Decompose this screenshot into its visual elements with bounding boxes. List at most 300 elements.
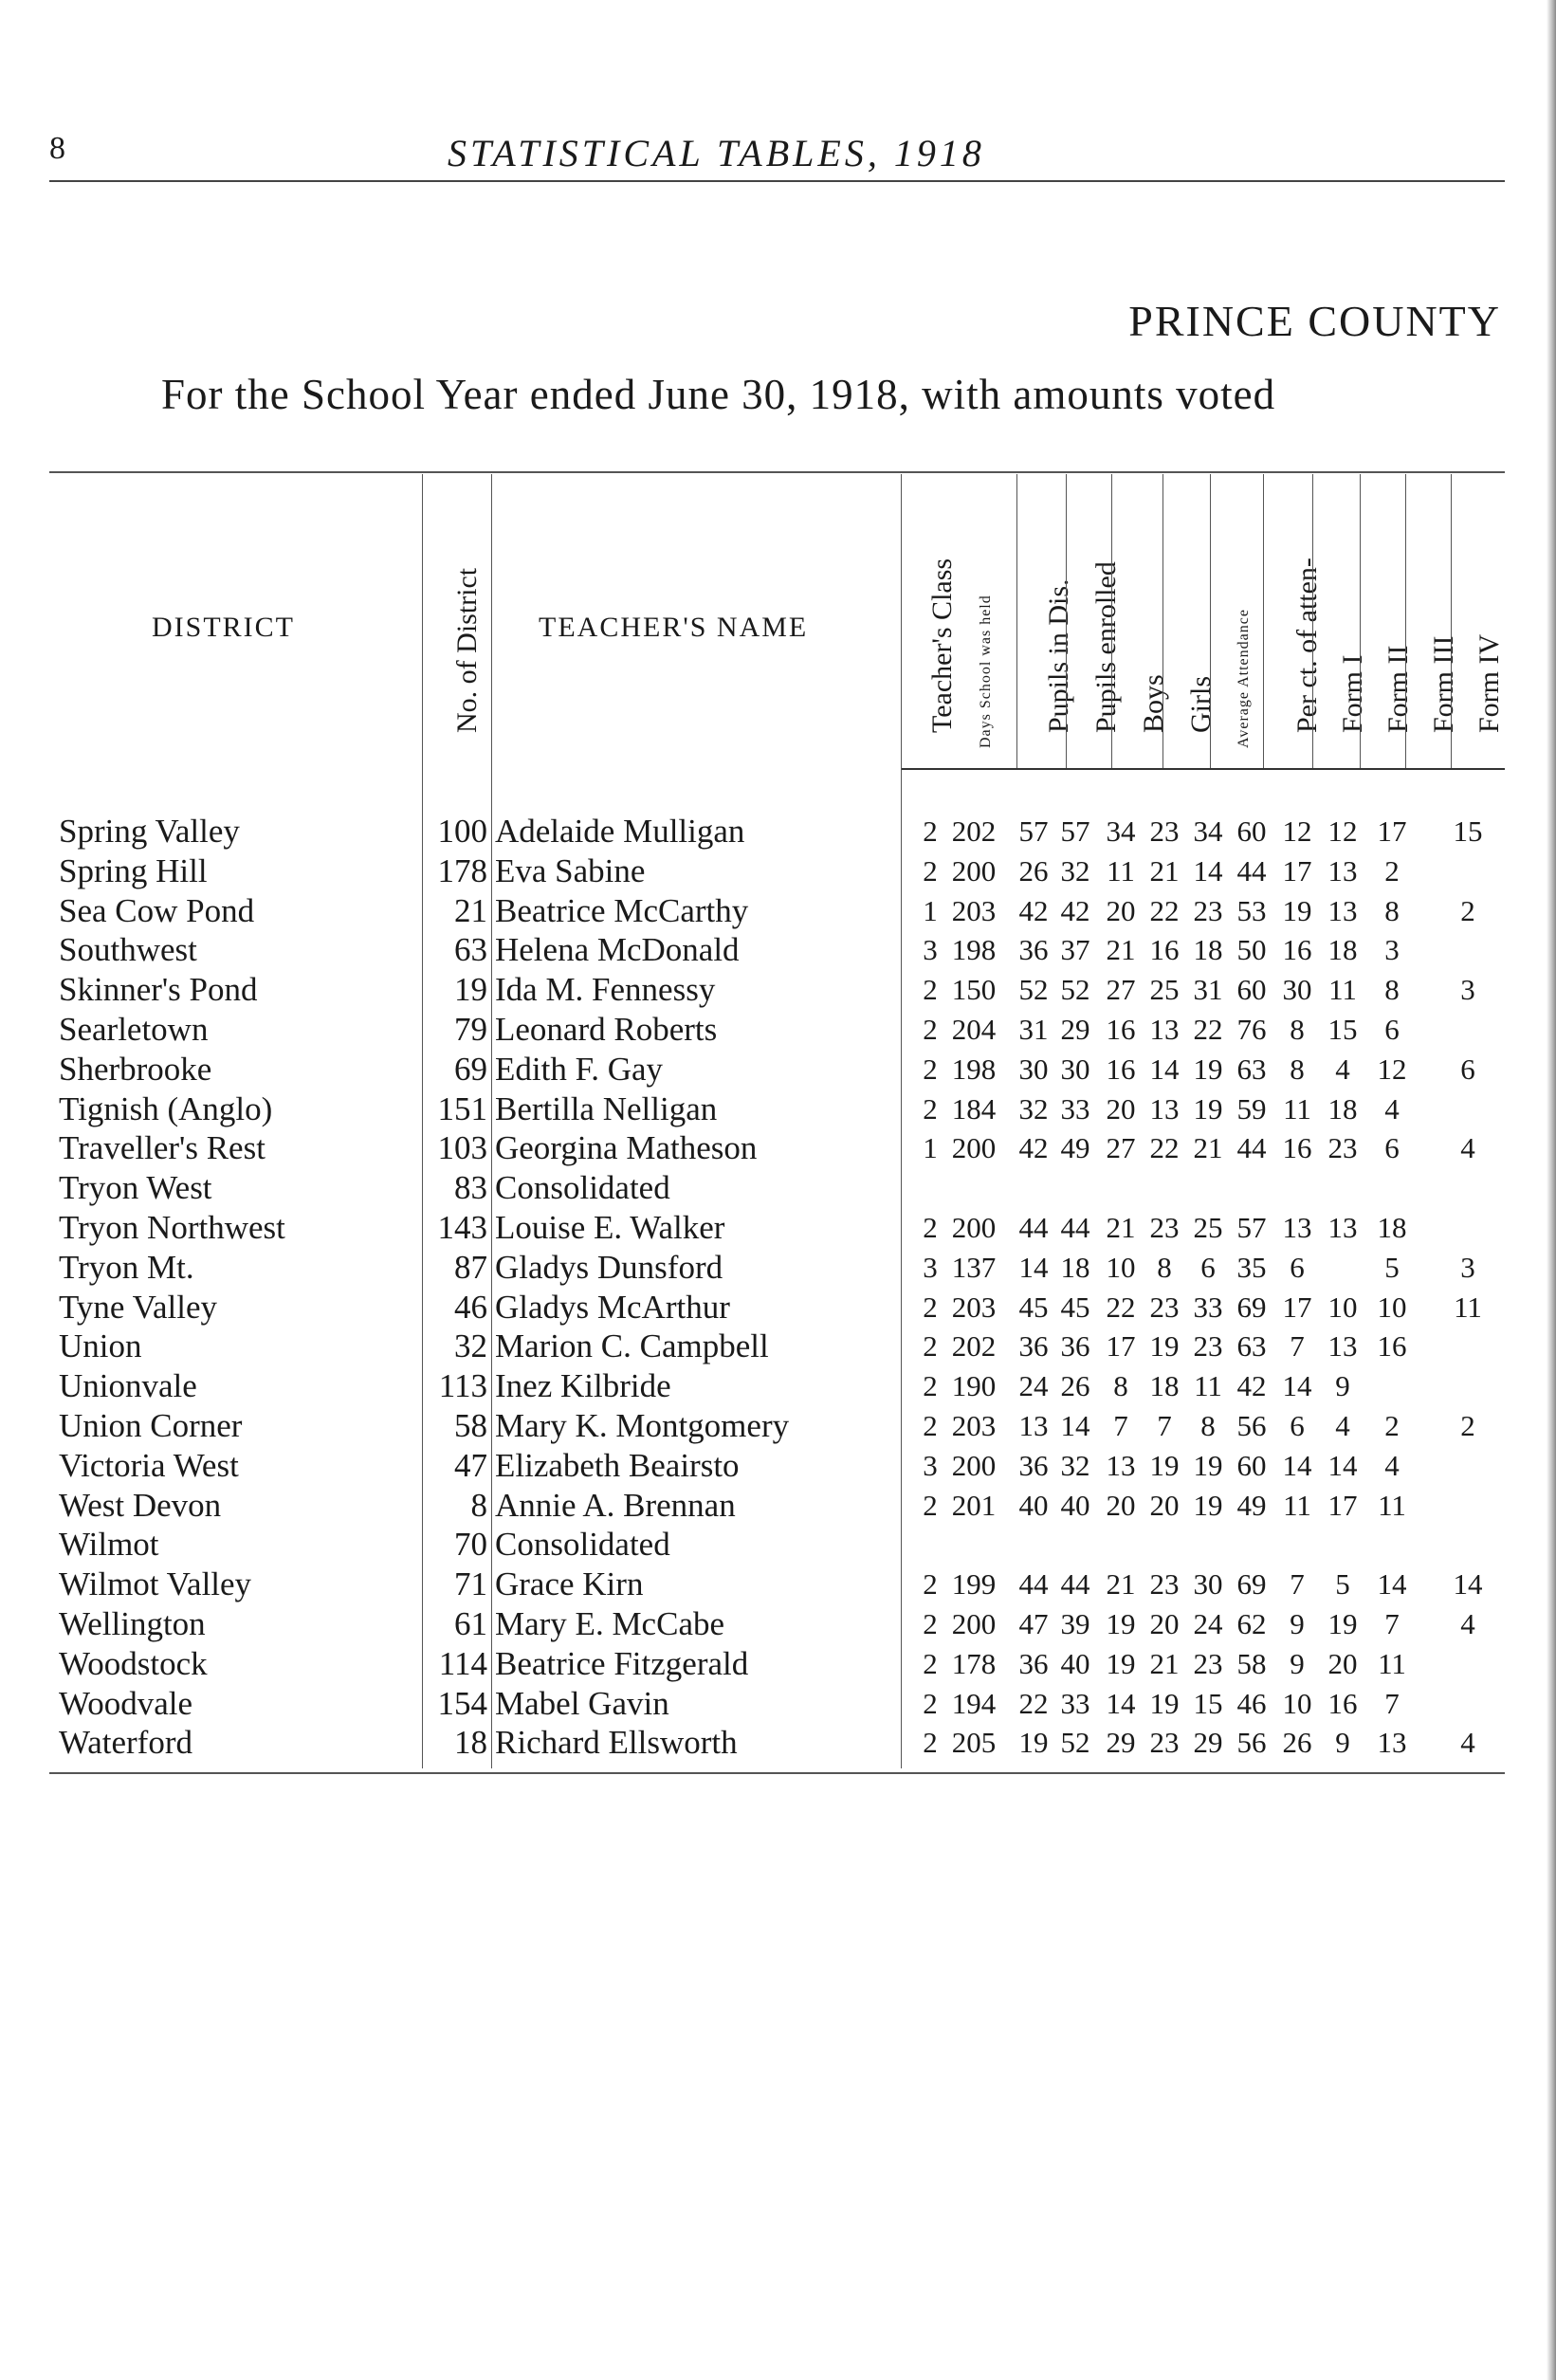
- cell-form-1: 6: [1290, 1250, 1305, 1284]
- cell-pupils-in-dis: 52: [1018, 973, 1049, 1007]
- cell-teacher-name: Helena McDonald: [495, 931, 740, 969]
- cell-pupils-in-dis: 44: [1018, 1567, 1049, 1602]
- cell-form-2: 4: [1335, 1052, 1350, 1086]
- cell-teacher-name: Consolidated: [495, 1526, 670, 1564]
- cell-teacher-class: 2: [923, 1646, 938, 1680]
- cell-pupils-in-dis: 32: [1018, 1091, 1049, 1126]
- cell-district-name: Wellington: [59, 1605, 206, 1642]
- cell-teacher-name: Gladys Dunsford: [495, 1248, 723, 1286]
- cell-teacher-name: Leonard Roberts: [495, 1011, 718, 1048]
- table-row: [0, 1208, 1556, 1248]
- cell-form-1: 9: [1290, 1607, 1305, 1640]
- rule-girls: [1210, 474, 1211, 768]
- cell-form-1: 16: [1282, 1131, 1312, 1165]
- cell-average-attendance: 29: [1193, 1726, 1223, 1760]
- cell-average-attendance: 19: [1193, 1448, 1223, 1482]
- cell-girls: 23: [1149, 1567, 1180, 1602]
- cell-percent-attendance: 44: [1236, 853, 1267, 888]
- cell-form-2: 18: [1327, 1091, 1358, 1126]
- rule-avg: [1263, 474, 1264, 768]
- cell-percent-attendance: 59: [1236, 1091, 1267, 1126]
- table-row: [0, 1248, 1556, 1288]
- table-row: [0, 1446, 1556, 1486]
- cell-percent-attendance: 69: [1236, 1567, 1267, 1602]
- cell-girls: 21: [1149, 853, 1180, 888]
- cell-form-2: 12: [1327, 815, 1358, 848]
- header-teacher-class: Teacher's Class: [926, 558, 958, 733]
- cell-pupils-in-dis: 42: [1018, 1131, 1049, 1165]
- cell-district-number: 151: [437, 1089, 487, 1127]
- cell-teacher-name: Bertilla Nelligan: [495, 1089, 718, 1127]
- cell-district-name: Tignish (Anglo): [59, 1089, 273, 1127]
- cell-percent-attendance: 56: [1236, 1409, 1267, 1442]
- table-row: [0, 1128, 1556, 1168]
- cell-teacher-class: 1: [923, 1131, 938, 1165]
- cell-form-3: 7: [1384, 1607, 1400, 1640]
- cell-form-3: 5: [1384, 1250, 1400, 1284]
- cell-form-4: 3: [1460, 973, 1475, 1007]
- cell-form-2: 15: [1327, 1013, 1358, 1046]
- cell-average-attendance: 23: [1193, 893, 1223, 927]
- cell-district-number: 63: [454, 931, 487, 969]
- cell-average-attendance: 30: [1193, 1567, 1223, 1602]
- cell-boys: 29: [1106, 1726, 1136, 1760]
- cell-days-held: 198: [951, 1052, 997, 1086]
- cell-average-attendance: 8: [1200, 1409, 1216, 1442]
- cell-form-3: 3: [1384, 933, 1400, 967]
- cell-form-2: 13: [1327, 893, 1358, 927]
- cell-teacher-class: 2: [923, 1369, 938, 1403]
- cell-district-number: 21: [454, 891, 487, 929]
- cell-form-3: 4: [1384, 1091, 1400, 1126]
- cell-boys: 34: [1106, 815, 1136, 848]
- cell-pupils-enrolled: 49: [1060, 1131, 1090, 1165]
- cell-teacher-class: 2: [923, 1211, 938, 1244]
- cell-teacher-class: 2: [923, 1329, 938, 1364]
- cell-form-3: 17: [1377, 815, 1407, 848]
- header-pupils-in-dis: Pupils in Dis.: [1043, 578, 1074, 733]
- header-boys: Boys: [1138, 674, 1169, 733]
- cell-district-number: 32: [454, 1327, 487, 1365]
- cell-form-3: 2: [1384, 853, 1400, 888]
- cell-days-held: 200: [951, 853, 997, 888]
- cell-teacher-class: 2: [923, 1290, 938, 1324]
- cell-boys: 17: [1106, 1329, 1136, 1364]
- table-row: [0, 1565, 1556, 1604]
- table-row: [0, 1288, 1556, 1327]
- cell-average-attendance: 23: [1193, 1646, 1223, 1680]
- cell-teacher-name: Annie A. Brennan: [495, 1486, 736, 1524]
- cell-pupils-enrolled: 44: [1060, 1567, 1090, 1602]
- cell-girls: 22: [1149, 893, 1180, 927]
- cell-percent-attendance: 49: [1236, 1488, 1267, 1522]
- rule-f2: [1405, 474, 1406, 768]
- cell-teacher-class: 3: [923, 1250, 938, 1284]
- cell-district-number: 71: [454, 1565, 487, 1603]
- cell-form-2: 5: [1335, 1567, 1350, 1602]
- cell-form-3: 8: [1384, 893, 1400, 927]
- cell-pupils-enrolled: 36: [1060, 1329, 1090, 1364]
- cell-district-name: Unionvale: [59, 1367, 197, 1405]
- cell-percent-attendance: 53: [1236, 893, 1267, 927]
- cell-days-held: 178: [951, 1646, 997, 1680]
- cell-girls: 23: [1149, 1211, 1180, 1244]
- header-district: DISTRICT: [152, 612, 295, 643]
- cell-teacher-class: 2: [923, 973, 938, 1007]
- cell-district-number: 46: [454, 1288, 487, 1326]
- table-row: [0, 1723, 1556, 1763]
- cell-district-number: 143: [437, 1209, 487, 1246]
- cell-days-held: 200: [951, 1448, 997, 1482]
- cell-boys: 21: [1106, 1211, 1136, 1244]
- cell-district-name: Union Corner: [59, 1407, 243, 1444]
- cell-form-4: 14: [1453, 1567, 1483, 1602]
- cell-teacher-name: Louise E. Walker: [495, 1209, 725, 1246]
- cell-district-name: Sherbrooke: [59, 1050, 212, 1088]
- cell-girls: 25: [1149, 973, 1180, 1007]
- header-underline: [901, 768, 1505, 770]
- cell-district-name: Woodstock: [59, 1644, 208, 1682]
- cell-pupils-in-dis: 44: [1018, 1211, 1049, 1244]
- cell-pupils-enrolled: 33: [1060, 1686, 1090, 1720]
- cell-teacher-name: Georgina Matheson: [495, 1129, 758, 1167]
- table-row: [0, 1684, 1556, 1724]
- cell-form-1: 10: [1282, 1686, 1312, 1720]
- cell-teacher-name: Mabel Gavin: [495, 1684, 669, 1722]
- cell-percent-attendance: 35: [1236, 1250, 1267, 1284]
- table-bottom-rule: [49, 1772, 1505, 1774]
- cell-teacher-class: 2: [923, 1091, 938, 1126]
- cell-teacher-class: 2: [923, 1409, 938, 1442]
- cell-district-name: Sea Cow Pond: [59, 891, 255, 929]
- cell-form-3: 11: [1378, 1488, 1406, 1522]
- cell-form-4: 4: [1460, 1726, 1475, 1760]
- rule-pct: [1312, 474, 1313, 768]
- cell-pupils-in-dis: 47: [1018, 1607, 1049, 1640]
- cell-pupils-enrolled: 40: [1060, 1488, 1090, 1522]
- table-row: [0, 1406, 1556, 1446]
- cell-girls: 19: [1149, 1329, 1180, 1364]
- cell-average-attendance: 6: [1200, 1250, 1216, 1284]
- cell-teacher-class: 2: [923, 853, 938, 888]
- cell-form-2: 13: [1327, 1329, 1358, 1364]
- running-head: [49, 131, 1505, 178]
- cell-percent-attendance: 44: [1236, 1131, 1267, 1165]
- cell-district-number: 69: [454, 1050, 487, 1088]
- table-row: [0, 1327, 1556, 1366]
- table-row: [0, 1486, 1556, 1526]
- cell-average-attendance: 22: [1193, 1013, 1223, 1046]
- cell-district-number: 70: [454, 1526, 487, 1564]
- cell-form-4: 3: [1460, 1250, 1475, 1284]
- cell-teacher-name: Beatrice Fitzgerald: [495, 1644, 749, 1682]
- table-row: [0, 1604, 1556, 1644]
- header-avg-attendance: Average Attendance: [1236, 609, 1252, 748]
- cell-form-1: 8: [1290, 1052, 1305, 1086]
- cell-form-2: 11: [1328, 973, 1357, 1007]
- cell-average-attendance: 33: [1193, 1290, 1223, 1324]
- cell-form-1: 8: [1290, 1013, 1305, 1046]
- cell-pupils-in-dis: 22: [1018, 1686, 1049, 1720]
- cell-girls: 7: [1157, 1409, 1172, 1442]
- cell-girls: 13: [1149, 1013, 1180, 1046]
- cell-form-1: 12: [1282, 815, 1312, 848]
- cell-girls: 23: [1149, 1290, 1180, 1324]
- cell-average-attendance: 34: [1193, 815, 1223, 848]
- cell-pupils-in-dis: 26: [1018, 853, 1049, 888]
- cell-form-4: 2: [1460, 1409, 1475, 1442]
- cell-form-1: 6: [1290, 1409, 1305, 1442]
- table-row: [0, 891, 1556, 931]
- cell-days-held: 202: [951, 815, 997, 848]
- cell-girls: 23: [1149, 1726, 1180, 1760]
- cell-pupils-in-dis: 42: [1018, 893, 1049, 927]
- table-row: [0, 812, 1556, 851]
- header-pct-attendance: Per ct. of atten-: [1291, 558, 1323, 733]
- table-subtitle: For the School Year ended June 30, 1918, with amounts voted: [161, 371, 1276, 418]
- cell-days-held: 201: [951, 1488, 997, 1522]
- cell-teacher-name: Edith F. Gay: [495, 1050, 664, 1088]
- cell-pupils-in-dis: 36: [1018, 1448, 1049, 1482]
- cell-teacher-name: Consolidated: [495, 1169, 670, 1207]
- cell-form-1: 17: [1282, 853, 1312, 888]
- cell-district-name: West Devon: [59, 1486, 222, 1524]
- rule-f1: [1360, 474, 1361, 768]
- cell-girls: 16: [1149, 933, 1180, 967]
- rule-enr: [1111, 474, 1112, 768]
- cell-form-2: 14: [1327, 1448, 1358, 1482]
- cell-district-number: 8: [470, 1486, 487, 1524]
- table-row: [0, 1525, 1556, 1565]
- cell-pupils-enrolled: 33: [1060, 1091, 1090, 1126]
- cell-average-attendance: 24: [1193, 1607, 1223, 1640]
- cell-district-number: 114: [438, 1644, 487, 1682]
- cell-district-name: Waterford: [59, 1724, 192, 1762]
- cell-teacher-name: Eva Sabine: [495, 851, 646, 889]
- cell-boys: 19: [1106, 1607, 1136, 1640]
- cell-percent-attendance: 58: [1236, 1646, 1267, 1680]
- cell-form-3: 14: [1377, 1567, 1407, 1602]
- cell-pupils-enrolled: 26: [1060, 1369, 1090, 1403]
- cell-form-3: 18: [1377, 1211, 1407, 1244]
- table-row: [0, 1089, 1556, 1129]
- cell-pupils-enrolled: 42: [1060, 893, 1090, 927]
- cell-average-attendance: 23: [1193, 1329, 1223, 1364]
- cell-district-name: Spring Valley: [59, 813, 240, 850]
- cell-average-attendance: 11: [1194, 1369, 1222, 1403]
- cell-boys: 7: [1113, 1409, 1128, 1442]
- cell-teacher-name: Richard Ellsworth: [495, 1724, 738, 1762]
- cell-percent-attendance: 69: [1236, 1290, 1267, 1324]
- cell-teacher-name: Beatrice McCarthy: [495, 891, 749, 929]
- cell-average-attendance: 14: [1193, 853, 1223, 888]
- cell-girls: 20: [1149, 1488, 1180, 1522]
- cell-form-3: 8: [1384, 973, 1400, 1007]
- cell-percent-attendance: 46: [1236, 1686, 1267, 1720]
- cell-district-number: 103: [437, 1129, 487, 1167]
- cell-district-number: 19: [454, 971, 487, 1009]
- running-title: STATISTICAL TABLES, 1918: [448, 132, 985, 174]
- header-rule: [49, 180, 1505, 182]
- table-row: [0, 851, 1556, 891]
- cell-form-2: 19: [1327, 1607, 1358, 1640]
- cell-district-number: 58: [454, 1407, 487, 1444]
- cell-boys: 21: [1106, 933, 1136, 967]
- cell-average-attendance: 31: [1193, 973, 1223, 1007]
- cell-district-number: 18: [454, 1724, 487, 1762]
- cell-teacher-class: 2: [923, 1567, 938, 1602]
- cell-form-2: 16: [1327, 1686, 1358, 1720]
- cell-percent-attendance: 62: [1236, 1607, 1267, 1640]
- cell-form-3: 2: [1384, 1409, 1400, 1442]
- cell-boys: 20: [1106, 1488, 1136, 1522]
- cell-boys: 13: [1106, 1448, 1136, 1482]
- cell-pupils-enrolled: 32: [1060, 853, 1090, 888]
- cell-form-3: 13: [1377, 1726, 1407, 1760]
- cell-pupils-in-dis: 40: [1018, 1488, 1049, 1522]
- cell-days-held: 184: [951, 1091, 997, 1126]
- cell-boys: 22: [1106, 1290, 1136, 1324]
- cell-teacher-name: Adelaide Mulligan: [495, 813, 745, 850]
- rule-dis: [1066, 474, 1067, 768]
- cell-district-name: Spring Hill: [59, 851, 208, 889]
- cell-teacher-name: Elizabeth Beairsto: [495, 1446, 740, 1484]
- cell-form-4: 2: [1460, 893, 1475, 927]
- cell-boys: 14: [1106, 1686, 1136, 1720]
- cell-percent-attendance: 60: [1236, 973, 1267, 1007]
- cell-boys: 27: [1106, 1131, 1136, 1165]
- cell-days-held: 202: [951, 1329, 997, 1364]
- cell-girls: 21: [1149, 1646, 1180, 1680]
- cell-teacher-name: Gladys McArthur: [495, 1288, 730, 1326]
- cell-average-attendance: 19: [1193, 1052, 1223, 1086]
- cell-form-2: 13: [1327, 1211, 1358, 1244]
- cell-district-number: 47: [454, 1446, 487, 1484]
- cell-pupils-enrolled: 37: [1060, 933, 1090, 967]
- cell-days-held: 198: [951, 933, 997, 967]
- cell-girls: 13: [1149, 1091, 1180, 1126]
- cell-boys: 10: [1106, 1250, 1136, 1284]
- cell-girls: 20: [1149, 1607, 1180, 1640]
- cell-form-2: 18: [1327, 933, 1358, 967]
- cell-pupils-in-dis: 14: [1018, 1250, 1049, 1284]
- cell-teacher-name: Mary K. Montgomery: [495, 1407, 790, 1444]
- cell-pupils-enrolled: 14: [1060, 1409, 1090, 1442]
- cell-pupils-enrolled: 39: [1060, 1607, 1090, 1640]
- cell-teacher-class: 1: [923, 893, 938, 927]
- cell-form-3: 16: [1377, 1329, 1407, 1364]
- page-number: 8: [49, 131, 65, 166]
- header-teacher-name: TEACHER'S NAME: [539, 612, 809, 643]
- cell-pupils-enrolled: 57: [1060, 815, 1090, 848]
- cell-district-name: Traveller's Rest: [59, 1129, 265, 1167]
- cell-district-name: Skinner's Pond: [59, 971, 258, 1009]
- cell-days-held: 190: [951, 1369, 997, 1403]
- cell-days-held: 137: [951, 1250, 997, 1284]
- cell-boys: 8: [1113, 1369, 1128, 1403]
- cell-form-1: 17: [1282, 1290, 1312, 1324]
- cell-district-name: Woodvale: [59, 1684, 193, 1722]
- cell-form-4: 11: [1454, 1290, 1482, 1324]
- cell-pupils-in-dis: 24: [1018, 1369, 1049, 1403]
- cell-form-2: 17: [1327, 1488, 1358, 1522]
- cell-district-number: 83: [454, 1169, 487, 1207]
- cell-pupils-in-dis: 30: [1018, 1052, 1049, 1086]
- cell-days-held: 150: [951, 973, 997, 1007]
- table-row: [0, 1366, 1556, 1406]
- cell-district-name: Victoria West: [59, 1446, 239, 1484]
- cell-teacher-name: Marion C. Campbell: [495, 1327, 769, 1365]
- cell-pupils-enrolled: 32: [1060, 1448, 1090, 1482]
- cell-pupils-in-dis: 31: [1018, 1013, 1049, 1046]
- cell-days-held: 203: [951, 1409, 997, 1442]
- cell-form-4: 4: [1460, 1131, 1475, 1165]
- cell-teacher-class: 3: [923, 933, 938, 967]
- cell-days-held: 194: [951, 1686, 997, 1720]
- cell-boys: 27: [1106, 973, 1136, 1007]
- cell-form-3: 4: [1384, 1448, 1400, 1482]
- cell-teacher-class: 2: [923, 1013, 938, 1046]
- cell-percent-attendance: 60: [1236, 815, 1267, 848]
- cell-form-1: 26: [1282, 1726, 1312, 1760]
- cell-pupils-enrolled: 44: [1060, 1211, 1090, 1244]
- cell-percent-attendance: 42: [1236, 1369, 1267, 1403]
- cell-boys: 11: [1107, 853, 1135, 888]
- cell-average-attendance: 19: [1193, 1091, 1223, 1126]
- cell-teacher-class: 3: [923, 1448, 938, 1482]
- cell-average-attendance: 18: [1193, 933, 1223, 967]
- county-title: PRINCE COUNTY: [1128, 297, 1501, 345]
- cell-average-attendance: 15: [1193, 1686, 1223, 1720]
- cell-district-name: Searletown: [59, 1011, 209, 1048]
- cell-teacher-class: 2: [923, 1607, 938, 1640]
- cell-form-1: 14: [1282, 1448, 1312, 1482]
- header-form-1: Form I: [1337, 654, 1368, 733]
- cell-form-3: 7: [1384, 1686, 1400, 1720]
- cell-district-name: Southwest: [59, 931, 197, 969]
- cell-girls: 19: [1149, 1448, 1180, 1482]
- cell-form-3: 6: [1384, 1013, 1400, 1046]
- rule-f3: [1451, 474, 1452, 768]
- cell-girls: 22: [1149, 1131, 1180, 1165]
- cell-pupils-enrolled: 52: [1060, 1726, 1090, 1760]
- cell-teacher-name: Inez Kilbride: [495, 1367, 671, 1405]
- cell-form-3: 6: [1384, 1131, 1400, 1165]
- cell-district-number: 113: [438, 1367, 487, 1405]
- cell-pupils-enrolled: 40: [1060, 1646, 1090, 1680]
- cell-form-1: 11: [1283, 1091, 1311, 1126]
- cell-form-2: 9: [1335, 1369, 1350, 1403]
- cell-pupils-enrolled: 30: [1060, 1052, 1090, 1086]
- cell-form-1: 30: [1282, 973, 1312, 1007]
- cell-boys: 19: [1106, 1646, 1136, 1680]
- cell-district-number: 61: [454, 1605, 487, 1642]
- table-row: [0, 930, 1556, 970]
- cell-days-held: 200: [951, 1607, 997, 1640]
- cell-form-2: 13: [1327, 853, 1358, 888]
- cell-days-held: 200: [951, 1211, 997, 1244]
- cell-boys: 21: [1106, 1567, 1136, 1602]
- header-girls: Girls: [1185, 676, 1217, 733]
- cell-teacher-class: 2: [923, 1488, 938, 1522]
- cell-boys: 16: [1106, 1052, 1136, 1086]
- header-form-2: Form II: [1382, 645, 1414, 733]
- cell-district-name: Wilmot: [59, 1526, 159, 1564]
- cell-teacher-name: Mary E. McCabe: [495, 1605, 725, 1642]
- header-pupils-enrolled: Pupils enrolled: [1090, 561, 1122, 733]
- cell-form-1: 19: [1282, 893, 1312, 927]
- cell-form-1: 11: [1283, 1488, 1311, 1522]
